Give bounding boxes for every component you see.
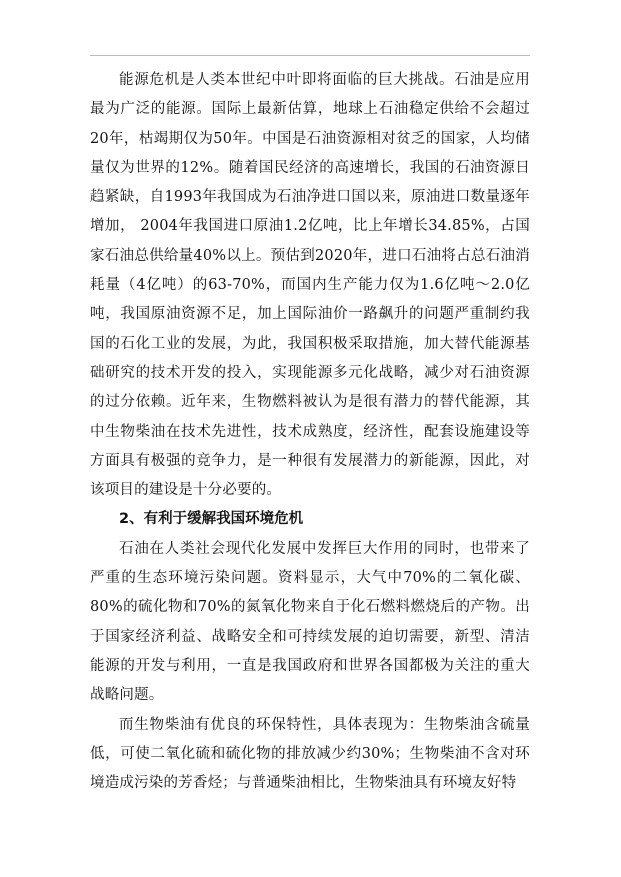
paragraph-pollution: 石油在人类社会现代化发展中发挥巨大作用的同时，也带来了严重的生态环境污染问题。资料显示，大气中70%的二氧化碳、80%的硫化物和70%的氮氧化物来自于化石燃料燃烧后的产物。出于国家经济利益、战略安全和可持续发展的迫切需要，新型、清洁能源的开发与利用，一直是我国政府和世界各国都极为关注的重大战略问题。 (90, 540, 530, 704)
section-heading-environment: 2、有利于缓解我国环境危机 (119, 511, 304, 528)
header-rule (90, 55, 530, 56)
paragraph-biodiesel-environmental: 而生物柴油有优良的环保特性，具体表现为：生物柴油含硫量低，可使二氧化硫和硫化物的排放减少约30%；生物柴油不含对环境造成污染的芳香烃；与普通柴油相比，生物柴油具有环境友好特 (90, 716, 530, 792)
document-body (90, 66, 530, 798)
paragraph-energy-crisis: 能源危机是人类本世纪中叶即将面临的巨大挑战。石油是应用最为广泛的能源。国际上最新估算，地球上石油稳定供给不会超过20年，枯竭期仅为50年。中国是石油资源相对贫乏的国家，人均储量仅为世界的12%。随着国民经济的高速增长，我国的石油资源日趋紧缺，自1993年我国成为石油净进口国以来，原油进口数量逐年增加， 2004年我国进口原油1.2亿吨，比上年增长34.85%，占国家石油总供给量40%以上。预估到2020年，进口石油将占总石油消耗量（4亿吨）的63-70%，而国内生产能力仅为1.6亿吨～2.0亿吨，我国原油资源不足，加上国际油价一路飙升的问题严重制约我国的石化工业的发展，为此，我国积极采取措施，加大替代能源基础研究的技术开发的投入，实现能源多元化战略，减少对石油资源的过分依赖。近年来，生物燃料被认为是很有潜力的替代能源，其中生物柴油在技术先进性，技术成熟度，经济性，配套设施建设等方面具有极强的竞争力，是一种很有发展潜力的新能源，因此，对该项目的建设是十分必要的。 (90, 72, 530, 499)
